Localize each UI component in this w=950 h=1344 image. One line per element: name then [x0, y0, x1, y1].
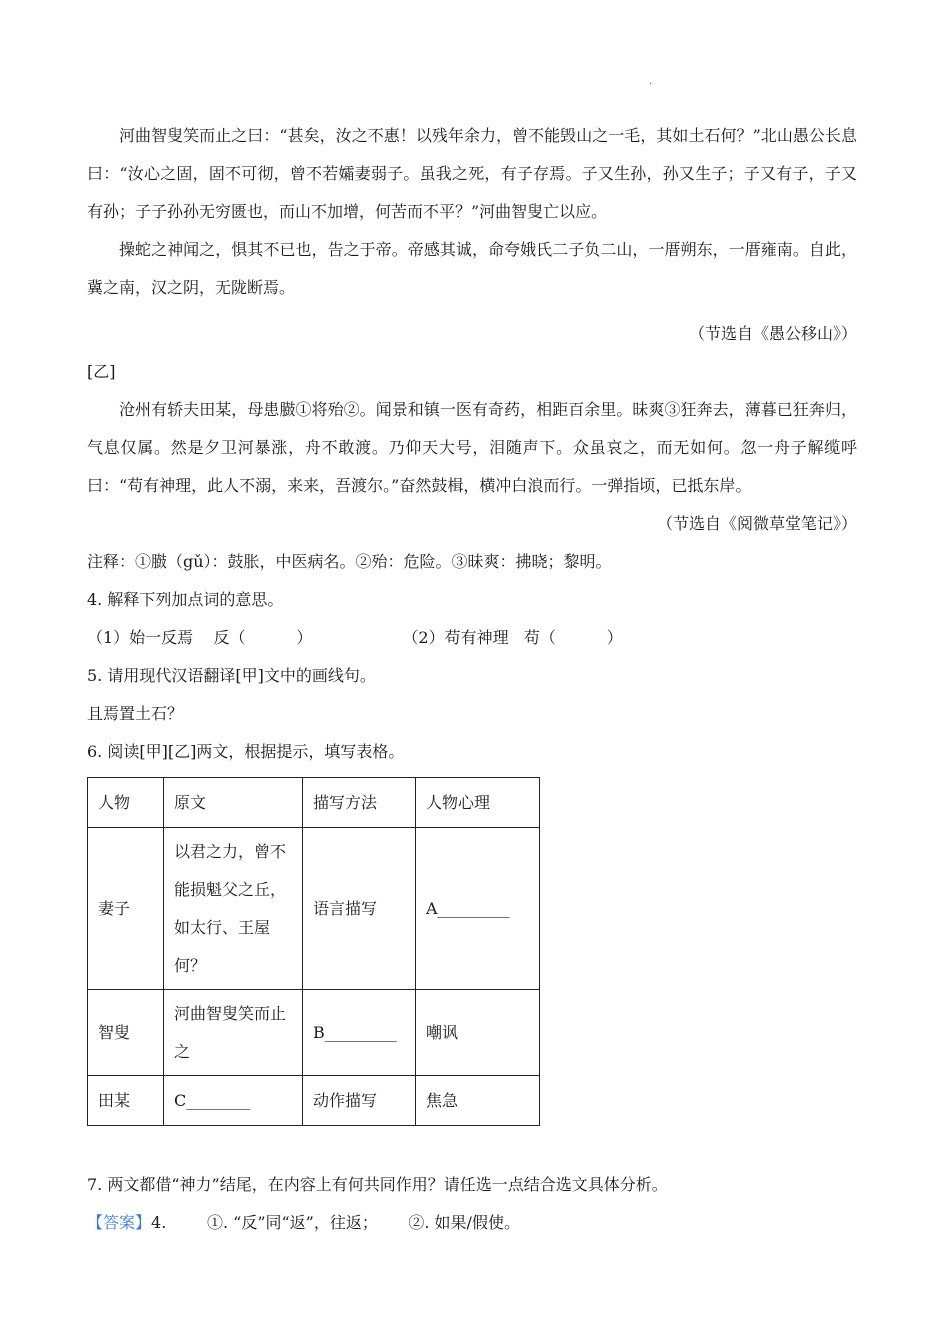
- q4-items: [87, 619, 857, 657]
- document-page: [87, 0, 857, 1242]
- yi-paragraph: 沧州有轿夫田某，母患臌①将殆②。闻景和镇一医有奇药，相距百余里。昧爽③狂奔去，薄暮已狂奔归，气息仅属。然是夕卫河暴涨，舟不敢渡。乃仰天大号，泪随声下。众虽哀之，而无如何。忽一舟子解缆呼曰：“苟有神理，此人不溺，来来，吾渡尔。”奋然鼓楫，横冲白浪而行。一弹指顷，已抵东岸。: [87, 400, 857, 495]
- q4-item-2: （2）苟有神理 苟（ ）: [402, 628, 623, 647]
- jia-paragraph-1: 河曲智叟笑而止之曰：“甚矣，汝之不惠！以残年余力，曾不能毁山之一毛，其如土石何？”北山愚公长息曰：“汝心之固，固不可彻，曾不若孀妻弱子。虽我之死，有子存焉。子又生孙，孙又生子；子又有子，子又有孙；子子孙孙无穷匮也，而山不加增，何苦而不平？”河曲智叟亡以应。: [87, 126, 857, 221]
- table-header-cell: 人物: [88, 778, 164, 828]
- q5-title: 5. 请用现代汉语翻译[甲]文中的画线句。: [87, 666, 376, 685]
- q6-title: 6. 阅读[甲][乙]两文，根据提示，填写表格。: [87, 742, 405, 761]
- table-header-row: [88, 778, 540, 828]
- table-cell: 妻子: [88, 828, 164, 990]
- answer-label: 【答案】: [87, 1213, 152, 1232]
- table-header-cell: 人物心理: [416, 778, 540, 828]
- table-row: [88, 1076, 540, 1126]
- q5-sentence: 且焉置土石？: [87, 704, 184, 723]
- table-cell: 语言描写: [303, 828, 416, 990]
- table-cell: 动作描写: [303, 1076, 416, 1126]
- table-header-cell: 描写方法: [303, 778, 416, 828]
- table-header-cell: 原文: [164, 778, 303, 828]
- table-cell: 嘲讽: [416, 990, 540, 1076]
- q7-title: 7. 两文都借“神力”结尾，在内容上有何共同作用？请任选一点结合选文具体分析。: [87, 1175, 668, 1194]
- table-cell: B_________: [303, 990, 416, 1076]
- q6-table: [87, 777, 540, 1126]
- table-cell: 河曲智叟笑而止之: [164, 990, 303, 1076]
- q4-title: 4. 解释下列加点词的意思。: [87, 590, 284, 609]
- notes: 注释：①臌（gǔ）：鼓胀，中医病名。②殆：危险。③昧爽：拂晓；黎明。: [87, 552, 612, 571]
- table-cell: 智叟: [88, 990, 164, 1076]
- answer-line: [87, 1204, 857, 1242]
- table-cell: 焦急: [416, 1076, 540, 1126]
- table-row: [88, 990, 540, 1076]
- top-dot: .: [649, 76, 653, 87]
- answer-text: 4. ①. “反”同“返”，往返； ②. 如果/假使。: [151, 1213, 520, 1232]
- table-row: [88, 828, 540, 990]
- yi-label: [乙]: [87, 362, 116, 381]
- table-cell: A_________: [416, 828, 540, 990]
- q4-item-1: （1）始一反焉 反（ ）: [87, 628, 313, 647]
- yi-source: （节选自《阅微草堂笔记》）: [656, 514, 857, 533]
- table-cell: 以君之力，曾不能损魁父之丘，如太行、王屋何？: [164, 828, 303, 990]
- jia-paragraph-2: 操蛇之神闻之，惧其不已也，告之于帝。帝感其诚，命夸娥氏二子负二山，一厝朔东，一厝雍南。自此，冀之南，汉之阴，无陇断焉。: [87, 240, 857, 297]
- table-cell: 田某: [88, 1076, 164, 1126]
- table-cell: C________: [164, 1076, 303, 1126]
- jia-source: （节选自《愚公移山》）: [688, 324, 857, 343]
